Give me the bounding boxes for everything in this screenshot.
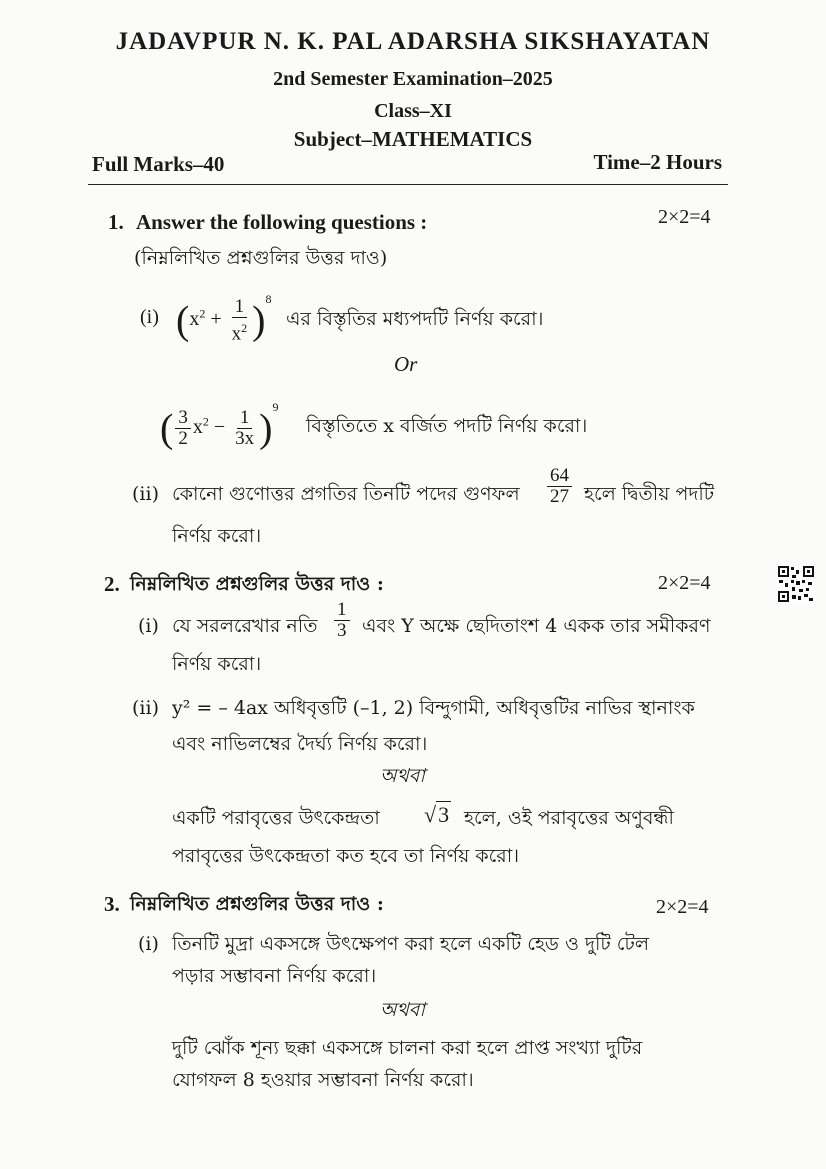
q2-i-text-c: নির্ণয় করো। xyxy=(172,653,262,675)
q2-ii-text-a: y² = – 4ax অধিবৃত্তটি (–1, 2) বিন্দুগামী, অধিবৃত্তটির নাভির স্থানাংক xyxy=(172,697,695,719)
q3-title: নিম্নলিখিত প্রশ্নগুলির উত্তর দাও : xyxy=(130,893,384,915)
qr-code-icon xyxy=(777,565,815,603)
q1-title: Answer the following questions : xyxy=(136,210,428,234)
q1-alt-expression: ( $\frac{3}{2}$ $x^2$ − $\frac{1}{3x}$ )$^9$ xyxy=(160,400,279,451)
school-name: JADAVPUR N. K. PAL ADARSHA SIKSHAYATAN xyxy=(115,28,711,55)
exam-title: 2nd Semester Examination–2025 xyxy=(273,68,553,90)
q3-i-text-a: তিনটি মুদ্রা একসঙ্গে উৎক্ষেপণ করা হলে একটি হেড ও দুটি টেল xyxy=(172,933,650,955)
q2-alt-sqrt: √3 xyxy=(424,802,450,827)
q3-marks: 2×2=4 xyxy=(656,896,709,918)
header-divider xyxy=(88,184,728,185)
class-label: Class–XI xyxy=(374,100,452,122)
q2-i-label: (i) xyxy=(138,615,159,637)
q1-bn-title: (নিম্নলিখিত প্রশ্নগুলির উত্তর দাও) xyxy=(134,247,388,269)
q3-alt-text-a: দুটি ঝোঁক শূন্য ছক্কা একসঙ্গে চালনা করা হলে প্রাপ্ত সংখ্যা দুটির xyxy=(172,1037,643,1059)
q2-i-frac-den: 3 xyxy=(337,620,347,641)
time-allowed: Time–2 Hours xyxy=(593,150,722,174)
q1-number: 1. xyxy=(108,210,124,234)
q3-i-label: (i) xyxy=(138,933,159,955)
q2-alt-text-b: পরাবৃত্তের উৎকেন্দ্রতা কত হবে তা নির্ণয় করো। xyxy=(172,845,520,867)
q1-ii-label: (ii) xyxy=(132,483,159,505)
q1-ii-text-a: কোনো গুণোত্তর প্রগতির তিনটি পদের গুণফল xyxy=(172,483,520,505)
q2-title: নিম্নলিখিত প্রশ্নগুলির উত্তর দাও : xyxy=(130,573,384,595)
q2-number: 2. xyxy=(104,572,120,596)
q3-number: 3. xyxy=(104,892,120,916)
subject-label: Subject–MATHEMATICS xyxy=(293,127,533,151)
q2-alt-text-a1: একটি পরাবৃত্তের উৎকেন্দ্রতা xyxy=(172,807,380,829)
q2-alt-sqrt-value: 3 xyxy=(438,802,450,827)
q2-i-text-a: যে সরলরেখার নতি xyxy=(172,615,318,637)
q1-i-label: (i) xyxy=(140,306,159,328)
q1-i-text: এর বিস্তৃতির মধ্যপদটি নির্ণয় করো। xyxy=(286,308,544,330)
q2-ii-label: (ii) xyxy=(132,697,159,719)
q1-marks: 2×2=4 xyxy=(658,206,711,228)
q2-i-text-b: এবং Y অক্ষে ছেদিতাংশ 4 একক তার সমীকরণ xyxy=(362,615,711,637)
q2-i-frac-num: 1 xyxy=(334,600,350,621)
q1-i-expression: ($x^2$ + $\frac{1}{x^2}$ )$^8$ xyxy=(176,292,272,345)
q1-or: Or xyxy=(394,352,418,376)
q1-ii-frac-den: 27 xyxy=(550,486,569,507)
q3-alt-text-b: যোগফল 8 হওয়ার সম্ভাবনা নির্ণয় করো। xyxy=(172,1069,474,1091)
q2-marks: 2×2=4 xyxy=(658,572,711,594)
full-marks: Full Marks–40 xyxy=(92,152,225,176)
q2-alt-text-a2: হলে, ওই পরাবৃত্তের অণুবন্ধী xyxy=(464,807,674,829)
q1-ii-frac-num: 64 xyxy=(547,466,572,487)
q3-i-text-b: পড়ার সম্ভাবনা নির্ণয় করো। xyxy=(172,965,377,987)
q1-ii-text-b: হলে দ্বিতীয় পদটি xyxy=(584,483,715,505)
q1-ii-fraction xyxy=(545,466,574,507)
q3-or: অথবা xyxy=(380,999,425,1021)
q2-ii-text-b: এবং নাভিলম্বের দৈর্ঘ্য নির্ণয় করো। xyxy=(172,733,428,755)
q1-alt-text: বিস্তৃতিতে x বর্জিত পদটি নির্ণয় করো। xyxy=(306,415,588,437)
q1-ii-text-c: নির্ণয় করো। xyxy=(172,525,262,547)
q2-or: অথবা xyxy=(380,765,425,787)
q2-i-fraction xyxy=(332,600,352,641)
